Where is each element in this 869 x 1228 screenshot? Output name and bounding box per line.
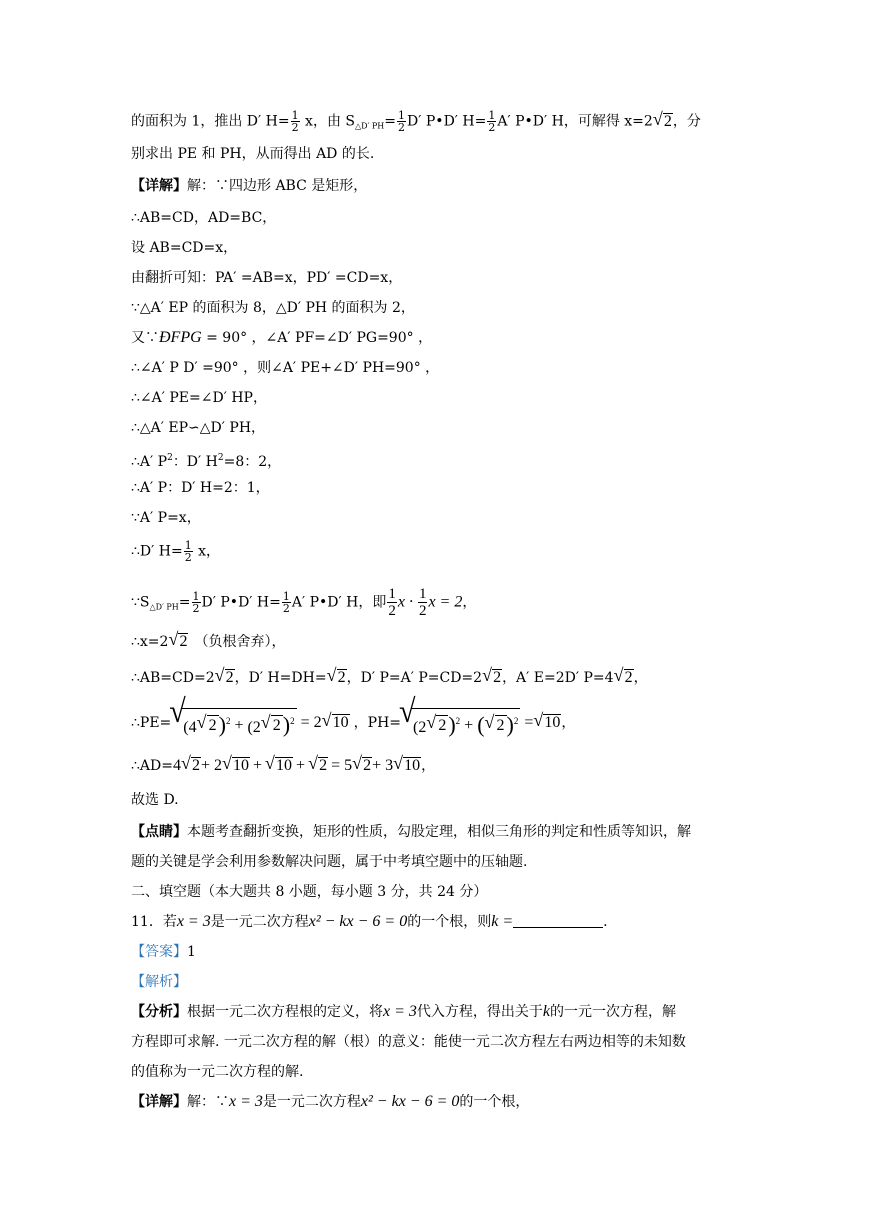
- line-4: ∴AB=CD，AD=BC，: [131, 210, 277, 226]
- line-1: 的面积为 1，推出 D′ H= $\frac{1}{2}$ x，由 $S_{\triangle D' PH}=$ $\frac{1}{2}$ D′ P•D′ H= $\frac{1}{2}$ A′ P•D′ H，可解得 x=2√ 2，分: [131, 110, 701, 137]
- sqrt-pe: √ (4√ 2)$^2$ + (2√ 2)$^2$: [171, 708, 296, 738]
- question-11: 11．若x = 3是一元二次方程x² − kx − 6 = 0的一个根，则k = .: [131, 913, 608, 930]
- line-19: ∴PE=√ (4√ 2)$^2$ + (2√ 2)$^2$ = 2√ 10 ，PH=√ (2√ 2)$^2$ + (√ 2)$^2$ =√ 10，: [131, 708, 575, 738]
- line-12: ∴A′ $P^2$：D′ $H^2=8$：2，: [131, 453, 282, 470]
- line-6: 由翻折可知：PA′ =AB=x，PD′ =CD=x，: [131, 270, 403, 286]
- line-20: ∴AD=4√ 2+ 2√ 10 +√ 10 +√ 2 = 5√ 2+ 3√ 10，: [131, 756, 435, 776]
- line-21: 故选 D.: [131, 792, 179, 808]
- line-15: ∴D′ H= $\frac{1}{2}$ x，: [131, 539, 221, 564]
- line-2: 别求出 PE 和 PH，从而得出 AD 的长.: [131, 146, 375, 162]
- line-16: $\because S_{\triangle D' PH}=$ $\frac{1}{2}$ D′ P•D′ H= $\frac{1}{2}$ A′ P•D′ H，即 $\frac{1}{2}$ x · $\frac{1}{2}$ x = 2，: [131, 586, 477, 619]
- line-24: 二、填空题（本大题共 8 小题，每小题 3 分，共 24 分）: [131, 884, 488, 900]
- line-23: 题的关键是学会利用参数解决问题，属于中考填空题中的压轴题.: [131, 854, 528, 870]
- line-11: ∴△A′ EP∽△D′ PH，: [131, 420, 266, 436]
- line-3: 【详解】解：∵四边形 ABC 是矩形，: [131, 178, 368, 194]
- section-tag-analyze: 【分析】: [131, 1004, 187, 1020]
- line-13: ∴A′ P：D′ H=2：1，: [131, 480, 270, 496]
- text: 的面积为 1，推出 D′ H=: [131, 113, 290, 130]
- fraction-half-large: $\frac{1}{2}$: [388, 586, 396, 619]
- line-17: ∴x=2√ 2 （负根舍弃），: [131, 632, 285, 652]
- line-30: 的值称为一元二次方程的解.: [131, 1064, 304, 1080]
- line-5: 设 AB=CD=x，: [131, 240, 238, 256]
- line-7: ∵△A′ EP 的面积为 8，△D′ PH 的面积为 2，: [131, 300, 415, 316]
- line-29: 方程即可求解. 一元二次方程的解（根）的意义：能使一元二次方程左右两边相等的未知数: [131, 1034, 686, 1050]
- sqrt-ph: √ (2√ 2)$^2$ + (√ 2)$^2$: [401, 708, 520, 738]
- section-tag-analysis: 【解析】: [131, 974, 187, 990]
- line-28: 【分析】根据一元二次方程根的定义，将x = 3代入方程，得出关于k的一元一次方程，解: [131, 1003, 677, 1020]
- line-answer: 【答案】1: [131, 944, 196, 960]
- line-10: ∴∠A′ PE=∠D′ HP，: [131, 390, 267, 406]
- fraction-half: $\frac{1}{2}$: [291, 109, 299, 134]
- answer-blank: [513, 913, 603, 928]
- section-tag-detail: 【详解】: [131, 178, 187, 194]
- section-tag-answer: 【答案】: [131, 944, 187, 960]
- section-tag-detail-2: 【详解】: [131, 1094, 187, 1110]
- line-18: ∴AB=CD=2√ 2，D′ H=DH=√ 2，D′ P=A′ P=CD=2√ 2，A′ E=2D′ P=4√ 2，: [131, 668, 648, 688]
- line-31: 【详解】解：∵x = 3是一元二次方程x² − kx − 6 = 0的一个根，: [131, 1093, 530, 1110]
- line-14: ∵A′ P=x，: [131, 510, 201, 526]
- line-8: 又∵ÐFPG = 90° ，∠A′ PF=∠D′ PG=90° ，: [131, 329, 433, 346]
- sqrt-2: √ 2: [654, 112, 673, 132]
- line-22: 【点睛】本题考查翻折变换，矩形的性质，勾股定理，相似三角形的判定和性质等知识，解: [131, 824, 691, 840]
- section-tag-comment: 【点睛】: [131, 824, 187, 840]
- line-9: ∴∠A′ P D′ =90° ，则∠A′ PE+∠D′ PH=90° ，: [131, 360, 440, 376]
